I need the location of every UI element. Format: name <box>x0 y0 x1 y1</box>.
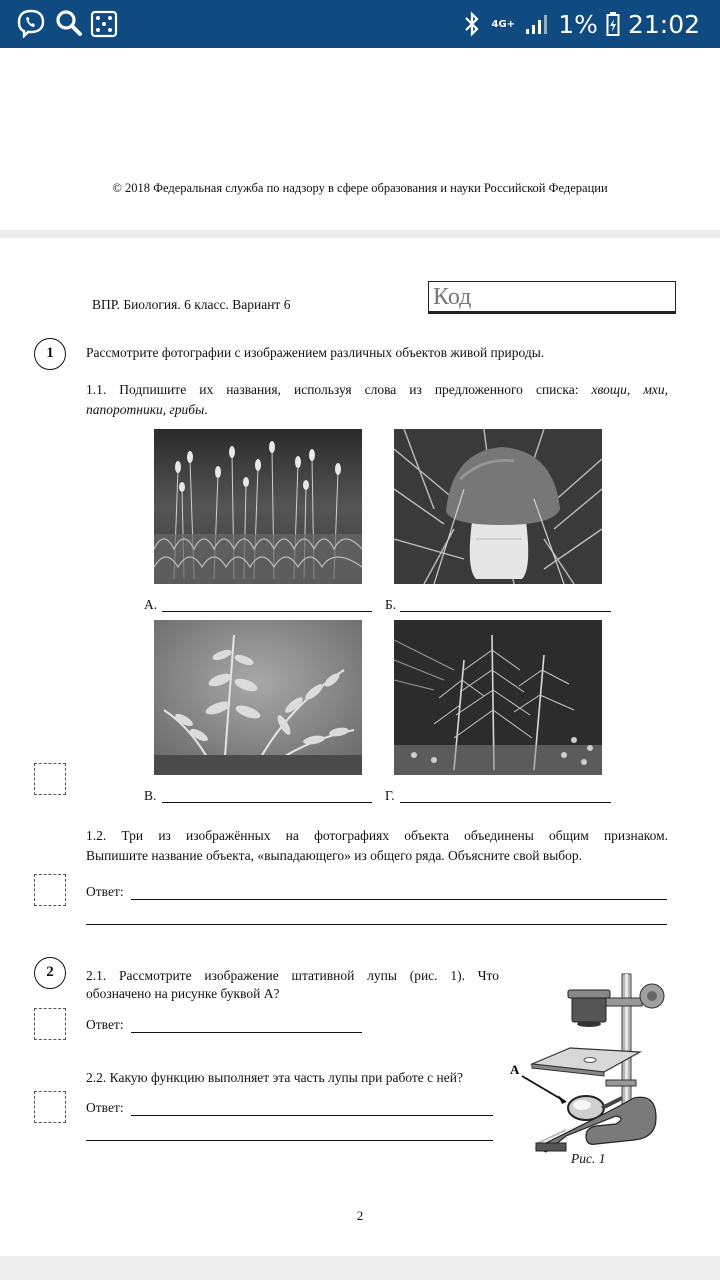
clock: 21:02 <box>627 9 700 39</box>
code-label: Код <box>433 284 472 310</box>
copyright-notice: © 2018 Федеральная служба по надзору в сфере образования и науки Российской Федерации <box>112 181 608 195</box>
search-icon <box>54 8 84 38</box>
answer-line-b[interactable] <box>400 611 611 612</box>
q1-sub1-line2: папоротники, грибы. <box>86 402 208 417</box>
score-box-1-2[interactable] <box>34 874 66 906</box>
network-type: 4G+ <box>491 18 516 30</box>
answer-line-g[interactable] <box>400 802 611 803</box>
q2-sub1-line1: 2.1. Рассмотрите изображение штативной лупы (рис. 1). Что <box>86 968 499 983</box>
answer-line-2-1[interactable] <box>131 1032 362 1033</box>
score-box-2-1[interactable] <box>34 1008 66 1040</box>
moss-photo <box>154 429 362 584</box>
previous-page <box>0 48 720 230</box>
q1-sub2-line2: Выпишите название объекта, «выпадающего» из общего ряда. Объясните свой выбор. <box>86 848 583 863</box>
mushroom-photo <box>394 429 602 584</box>
score-box-1-1[interactable] <box>34 763 66 795</box>
question-number-1: 1 <box>34 338 66 370</box>
signal-icon <box>524 13 550 35</box>
status-bar <box>0 0 720 48</box>
figure-letter-a: А <box>510 1062 520 1077</box>
battery-icon <box>606 11 620 37</box>
answer-label-2-2: Ответ: <box>86 1100 124 1115</box>
q1-intro: Рассмотрите фотографии с изображением различных объектов живой природы. <box>86 345 545 360</box>
figure-caption: Рис. 1 <box>571 1151 606 1166</box>
answer-line-a[interactable] <box>162 611 372 612</box>
bluetooth-icon <box>462 11 482 37</box>
fern-photo <box>154 620 362 775</box>
answer-label-1-2: Ответ: <box>86 884 124 899</box>
answer-line-2-2b[interactable] <box>86 1140 493 1141</box>
status-right <box>462 0 700 48</box>
magnifier-figure <box>506 968 676 1153</box>
answer-line-2-2a[interactable] <box>131 1115 493 1116</box>
label-b: Б. <box>385 597 397 612</box>
document-page <box>0 238 720 1256</box>
label-a: А. <box>144 597 158 612</box>
dice-icon <box>90 10 118 38</box>
code-field[interactable] <box>428 281 676 312</box>
page-number: 2 <box>356 1208 364 1223</box>
answer-label-2-1: Ответ: <box>86 1017 124 1032</box>
q2-sub2: 2.2. Какую функцию выполняет эта часть лупы при работе с ней? <box>86 1070 463 1085</box>
score-box-2-2[interactable] <box>34 1091 66 1123</box>
q1-sub1-line1: 1.1. Подпишите их названия, используя слова из предложенного списка: хвощи, мхи, <box>86 382 668 397</box>
label-g: Г. <box>385 788 395 803</box>
q1-sub2-line1: 1.2. Три из изображённых на фотографиях объекта объединены общим признаком. <box>86 828 668 843</box>
answer-line-v[interactable] <box>162 802 372 803</box>
answer-line-1-2b[interactable] <box>86 924 667 925</box>
page-header: ВПР. Биология. 6 класс. Вариант 6 <box>92 297 291 312</box>
horsetail-photo <box>394 620 602 775</box>
battery-percent: 1% <box>558 9 598 39</box>
answer-line-1-2a[interactable] <box>131 899 667 900</box>
code-underline <box>428 312 676 314</box>
question-number-2: 2 <box>34 957 66 989</box>
q2-sub1-line2: обозначено на рисунке буквой А? <box>86 986 280 1001</box>
viber-icon <box>16 8 46 38</box>
label-v: В. <box>144 788 157 803</box>
